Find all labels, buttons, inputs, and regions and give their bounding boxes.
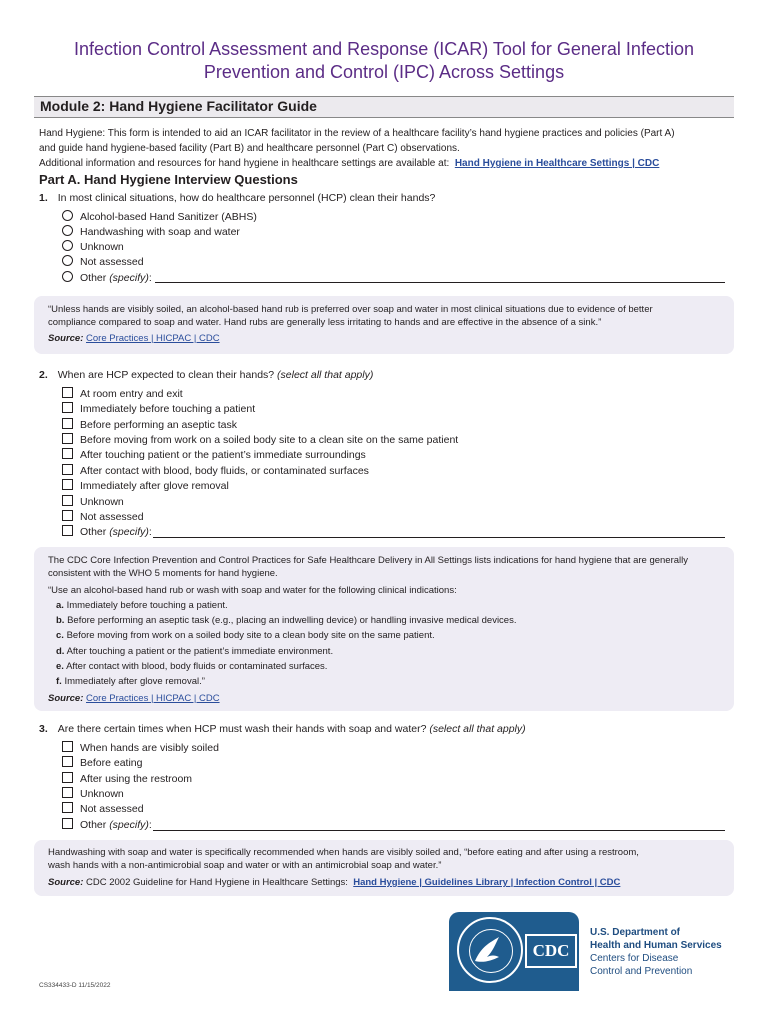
core-practices-link[interactable]: Core Practices | HICPAC | CDC [86,333,220,344]
checkbox[interactable] [62,433,73,444]
checkbox[interactable] [62,756,73,767]
question-text: When are HCP expected to clean their hands? [57,369,275,381]
question-text: Are there certain times when HCP must wash their hands with soap and water? [57,723,427,735]
checkbox[interactable] [62,802,73,813]
q3-option-before-eating[interactable]: Before eating [62,756,142,770]
q3-option-other[interactable]: Other (specify): [62,818,152,832]
question-3 [39,723,526,735]
q1-option-other[interactable]: Other (specify): [62,271,152,285]
source-label: Source: [48,693,84,704]
intro-line-2: and guide hand hygiene-based facility (Part B) and healthcare personnel (Part C) observations. [39,143,460,154]
radio-button[interactable] [62,255,73,266]
q3-option-not-assessed[interactable]: Not assessed [62,802,144,816]
question-text: In most clinical situations, how do healthcare personnel (HCP) clean their hands? [57,192,436,204]
hhs-agency-name: U.S. Department of Health and Human Services Centers for Disease Control and Prevention [590,927,722,977]
intro-text [39,126,739,171]
cdc-logo: CDC [525,934,577,968]
q2-option-after-touching[interactable]: After touching patient or the patient’s immediate surroundings [62,448,366,462]
q2-option-other[interactable]: Other (specify): [62,525,152,539]
checkbox[interactable] [62,525,73,536]
part-a-heading: Part A. Hand Hygiene Interview Questions [39,172,298,187]
q2-other-input-line[interactable] [153,537,725,538]
source-label: Source: [48,877,84,888]
checkbox[interactable] [62,495,73,506]
cdc-hhs-logo [449,912,579,991]
question-number: 2. [39,369,48,381]
q3-option-unknown[interactable]: Unknown [62,787,124,801]
title-line-1: Infection Control Assessment and Response (ICAR) Tool for General Infection [74,39,694,59]
checkbox[interactable] [62,741,73,752]
radio-button[interactable] [62,225,73,236]
checkbox[interactable] [62,387,73,398]
question-2 [39,369,373,381]
checkbox[interactable] [62,818,73,829]
question-1 [39,192,435,204]
checkbox[interactable] [62,418,73,429]
q1-option-abhs[interactable]: Alcohol-based Hand Sanitizer (ABHS) [62,210,257,224]
q1-option-handwashing[interactable]: Handwashing with soap and water [62,225,240,239]
q2-option-glove-removal[interactable]: Immediately after glove removal [62,479,229,493]
checkbox[interactable] [62,787,73,798]
module-title: Module 2: Hand Hygiene Facilitator Guide [40,98,317,114]
question-hint: (select all that apply) [429,723,526,735]
checkbox[interactable] [62,448,73,459]
q1-other-input-line[interactable] [155,282,725,283]
hand-hygiene-healthcare-link[interactable]: Hand Hygiene in Healthcare Settings | CDC [454,158,660,169]
intro-line-3: Additional information and resources for hand hygiene in healthcare settings are available at: [39,158,450,169]
radio-button[interactable] [62,240,73,251]
q1-option-not-assessed[interactable]: Not assessed [62,255,144,269]
checkbox[interactable] [62,479,73,490]
checkbox[interactable] [62,402,73,413]
checkbox[interactable] [62,510,73,521]
q2-info-box: The CDC Core Infection Prevention and Control Practices for Safe Healthcare Delivery in All Settings lists indications for hand hygiene that are generally consistent with the WHO 5 moments for hand hygiene. “Use an alcohol-based hand rub or wash with soap and water for the following clinical indications: a. Immediately before touching a patient. b. Before performing an aseptic task (e.g., placing an indwelling device) or handling invasive medical devices. c. Before moving from work on a soiled body site to a clean body site on the same patient. d. After touching a patient or the patient’s immediate environment. e. After contact with blood, body fluids or contaminated surfaces. f. Immediately after glove removal.” Source: Core Practices | HICPAC | CDC [34,547,734,711]
intro-line-1: Hand Hygiene: This form is intended to aid an ICAR facilitator in the review of a healthcare facility’s hand hygiene practices and policies (Part A) [39,128,675,139]
question-hint: (select all that apply) [277,369,374,381]
question-number: 1. [39,192,48,204]
document-id: CS334433-D 11/15/2022 [39,982,111,989]
checkbox[interactable] [62,772,73,783]
document-title [0,38,768,84]
radio-button[interactable] [62,210,73,221]
core-practices-link[interactable]: Core Practices | HICPAC | CDC [86,693,220,704]
q1-option-unknown[interactable]: Unknown [62,240,124,254]
q2-option-room-entry[interactable]: At room entry and exit [62,387,183,401]
q3-other-input-line[interactable] [153,830,725,831]
eagle-icon [457,917,519,979]
source-label: Source: [48,333,84,344]
hand-hygiene-guidelines-link[interactable]: Hand Hygiene | Guidelines Library | Infection Control | CDC [353,877,621,888]
radio-button[interactable] [62,271,73,282]
checkbox[interactable] [62,464,73,475]
hhs-seal-icon [457,917,523,983]
q2-option-not-assessed[interactable]: Not assessed [62,510,144,524]
q2-option-before-touching[interactable]: Immediately before touching a patient [62,402,255,416]
question-number: 3. [39,723,48,735]
q2-option-unknown[interactable]: Unknown [62,495,124,509]
q3-info-box: Handwashing with soap and water is specifically recommended when hands are visibly soiled and, “before eating and after using a restroom, wash hands with a non-antimicrobial soap and water or with an antimicrobial soap and water.” Source: CDC 2002 Guideline for Hand Hygiene in Healthcare Settings: Hand Hygiene | Guidelines Library | Infection Control | CDC [34,840,734,896]
title-line-2: Prevention and Control (IPC) Across Settings [203,62,565,82]
q3-option-visibly-soiled[interactable]: When hands are visibly soiled [62,741,219,755]
q1-info-box: “Unless hands are visibly soiled, an alcohol-based hand rub is preferred over soap and water in most clinical situations due to evidence of better compliance compared to soap and water. Hand rubs are generally less irritating to hands and are effective in the absence of a sink.” Source: Core Practices | HICPAC | CDC [34,296,734,354]
q2-option-soiled-to-clean[interactable]: Before moving from work on a soiled body site to a clean site on the same patient [62,433,458,447]
q2-option-aseptic-task[interactable]: Before performing an aseptic task [62,418,237,432]
module-header [34,96,734,118]
q3-option-restroom[interactable]: After using the restroom [62,772,192,786]
q2-option-after-contact[interactable]: After contact with blood, body fluids, or contaminated surfaces [62,464,369,478]
